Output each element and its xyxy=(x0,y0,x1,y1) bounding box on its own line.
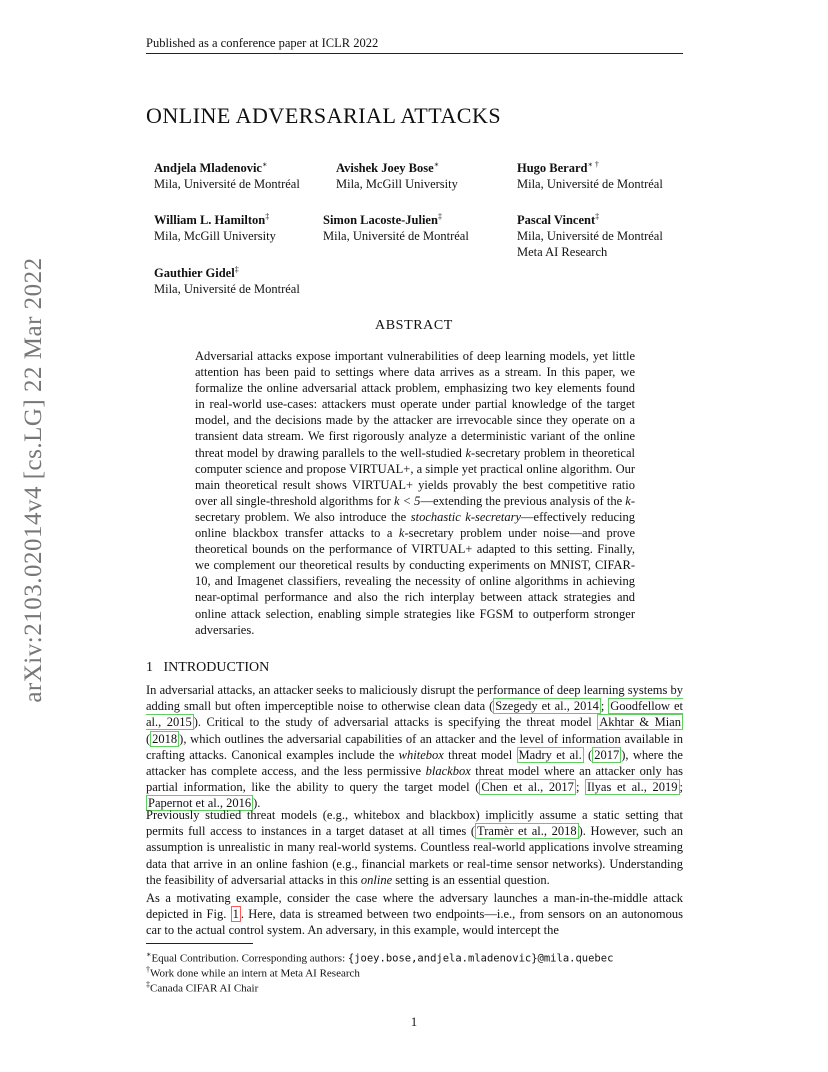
citation-link[interactable]: Tramèr et al., 2018 xyxy=(477,824,577,839)
author-mark: ‡ xyxy=(437,212,442,221)
author-4 xyxy=(154,209,276,244)
math-inequality: k < 5 xyxy=(393,493,421,508)
author-7 xyxy=(154,262,300,297)
body-text: ( xyxy=(583,747,593,762)
body-text: ( xyxy=(146,731,151,746)
author-mark: ‡ xyxy=(234,265,239,274)
author-name: Pascal Vincent xyxy=(517,213,596,228)
citation-year-link[interactable]: 2017 xyxy=(594,747,620,762)
body-text: As a motivating example, consider the case where the adversary launches a man-in-the-middle attack depicted in Fig. xyxy=(146,891,683,922)
body-text: ; xyxy=(575,780,586,795)
algorithm-name: VIRTUAL+ xyxy=(411,542,473,557)
emphasis-text: whitebox xyxy=(398,747,444,762)
citation-link[interactable]: Papernot et al., 2016 xyxy=(148,796,252,811)
footnote-mark: ∗ xyxy=(146,950,152,959)
footnote-text: Work done while an intern at Meta AI Research xyxy=(150,967,360,980)
body-text: . Here, data is streamed between two endpoints—i.e., from sensors on an autonomous car to the actual control system. An adversary, in this example, would intercept the xyxy=(146,907,684,938)
body-text: ), where the attacker has complete access, and the less permissive xyxy=(146,747,683,779)
citation-link[interactable]: Chen et al., 2017 xyxy=(481,780,574,795)
author-affiliation: Mila, Université de Montréal xyxy=(517,177,663,192)
author-affiliation: Meta AI Research xyxy=(517,245,608,260)
footnote-3 xyxy=(146,977,258,997)
citation-link[interactable]: Madry et al. xyxy=(518,747,582,762)
body-text: ; xyxy=(600,699,609,714)
author-mark: ‡ xyxy=(265,212,270,221)
section-heading xyxy=(146,660,269,676)
abstract-text: —extending the previous analysis of the xyxy=(420,493,626,508)
citation-link[interactable]: Szegedy et al., 2014 xyxy=(495,699,599,714)
body-text: ; xyxy=(679,780,683,795)
author-name: William L. Hamilton xyxy=(154,213,266,228)
emphasis-text: blackbox xyxy=(425,764,471,779)
body-text: ). Critical to the study of adversarial attacks is specifying the threat model xyxy=(193,715,598,730)
author-6 xyxy=(517,209,663,260)
footnote-text: Canada CIFAR AI Chair xyxy=(150,982,259,995)
math-k: k xyxy=(398,526,405,541)
paper-title-text: ONLINE ADVERSARIAL ATTACKS xyxy=(146,103,502,128)
page-number: 1 xyxy=(410,1015,418,1029)
intro-paragraph-2 xyxy=(146,807,683,888)
author-name: Avishek Joey Bose xyxy=(336,161,434,176)
figure-reference-link[interactable]: 1 xyxy=(232,907,239,922)
intro-paragraph-3 xyxy=(146,890,683,939)
body-text: ). However, such an assumption is unrealistic in many real-world systems. Countless real-world applications involve streaming data that arrive in an online fashion (e.g., financial markets or real-time sensor networks). Understanding the feasibility of adversarial attacks in this xyxy=(146,824,684,887)
algorithm-name: VIRTUAL+ xyxy=(349,461,411,476)
math-k: k xyxy=(625,493,631,508)
emphasis-text: stochastic k-secretary xyxy=(410,509,522,524)
paper-title xyxy=(146,103,501,129)
abstract-body xyxy=(195,348,635,638)
abstract-text: yields provably the best competitive ratio over all single-threshold algorithms for xyxy=(195,477,635,508)
abstract-text: -secretary problem in theoretical computer science and propose xyxy=(195,445,635,476)
author-affiliation: Mila, Université de Montréal xyxy=(154,282,300,297)
author-mark: ∗ xyxy=(433,160,440,169)
section-title: INTRODUCTION xyxy=(163,660,270,675)
arxiv-id: arXiv:2103.02014v4 [cs.LG] 22 Mar 2022 xyxy=(20,257,47,703)
abstract-text: , a simple yet practical online algorithm. Our main theoretical result shows xyxy=(195,461,636,492)
citation-year-link[interactable]: 2018 xyxy=(152,731,178,746)
body-text: In adversarial attacks, an attacker seeks to maliciously disrupt the performance of deep learning systems by adding small but often imperceptible noise to otherwise clean data ( xyxy=(146,683,683,714)
author-mark: ‡ xyxy=(595,212,600,221)
section-number: 1 xyxy=(146,660,153,675)
body-text: threat model xyxy=(443,747,517,762)
abstract-text: -secretary problem. We also introduce the xyxy=(195,493,636,524)
footnote-text: Equal Contribution. Corresponding authors: xyxy=(151,952,348,965)
arxiv-sidebar xyxy=(14,257,54,703)
contact-email: {joey.bose,andjela.mladenovic}@mila.quebec xyxy=(347,952,614,965)
citation-link[interactable]: Goodfellow et al., 2015 xyxy=(146,699,683,730)
author-1 xyxy=(154,157,300,192)
body-text: threat model where an attacker only has partial information, like the ability to query the target model ( xyxy=(146,764,683,795)
author-affiliation: Mila, Université de Montréal xyxy=(154,177,300,192)
author-name: Simon Lacoste-Julien xyxy=(323,213,438,228)
footnote-mark: † xyxy=(146,965,150,974)
author-name: Andjela Mladenovic xyxy=(154,161,262,176)
math-k: k xyxy=(465,445,472,460)
author-affiliation: Mila, Université de Montréal xyxy=(517,229,663,244)
abstract-text: —effectively reducing online blackbox transfer attacks to a xyxy=(195,509,635,541)
author-affiliation: Mila, McGill University xyxy=(154,229,276,244)
author-2 xyxy=(336,157,458,192)
citation-link[interactable]: Akhtar & Mian xyxy=(599,715,681,730)
running-header: Published as a conference paper at ICLR 2022 xyxy=(146,36,379,50)
author-affiliation: Mila, McGill University xyxy=(336,177,458,192)
citation-link[interactable]: Ilyas et al., 2019 xyxy=(587,780,678,795)
author-name: Hugo Berard xyxy=(517,161,588,176)
intro-paragraph-1 xyxy=(146,682,683,812)
footnote-rule xyxy=(146,943,253,944)
author-5 xyxy=(323,209,469,244)
author-mark: ∗ xyxy=(261,160,268,169)
abstract-text: adapted to this setting. Finally, we complement our theoretical results by conducting experiments on MNIST, CIFAR-10, and Imagenet classifiers, revealing the necessity of online algorithms in achieving near-optimal performance and also the rich interplay between attack strategies and online attack selection, enabling simple strategies like FGSM to outperform stronger adversaries. xyxy=(195,542,636,637)
body-text: Previously studied threat models (e.g., whitebox and blackbox) implicitly assume a static setting that permits full access to instances in a target dataset at all times ( xyxy=(146,808,683,839)
abstract-heading: ABSTRACT xyxy=(375,318,453,333)
emphasis-text: online xyxy=(360,872,393,887)
abstract-text: Adversarial attacks expose important vulnerabilities of deep learning models, yet little attention has been paid to settings where data arrives as a stream. In this paper, we formalize the online adversarial attack problem, emphasizing two key elements found in real-world use-cases: attackers must operate under partial knowledge of the target model, and the decisions made by the attacker are irrevocable since they operate on a transient data stream. We first rigorously analyze a deterministic variant of the online threat model by drawing parallels to the well-studied xyxy=(195,349,635,460)
author-3 xyxy=(517,157,663,192)
author-mark: ∗ † xyxy=(587,160,599,169)
footnote-mark: ‡ xyxy=(146,980,150,989)
author-affiliation: Mila, Université de Montréal xyxy=(323,229,469,244)
author-name: Gauthier Gidel xyxy=(154,266,235,281)
header-rule xyxy=(146,53,683,54)
body-text: ), which outlines the adversarial capabilities of an attacker and the level of information available in crafting attacks. Canonical examples include the xyxy=(146,731,683,762)
algorithm-name: VIRTUAL+ xyxy=(351,477,414,492)
abstract-text: -secretary problem under noise—and prove theoretical bounds on the performance of xyxy=(195,526,635,557)
body-text: setting is an essential question. xyxy=(392,872,550,887)
body-text: ). xyxy=(253,796,261,811)
